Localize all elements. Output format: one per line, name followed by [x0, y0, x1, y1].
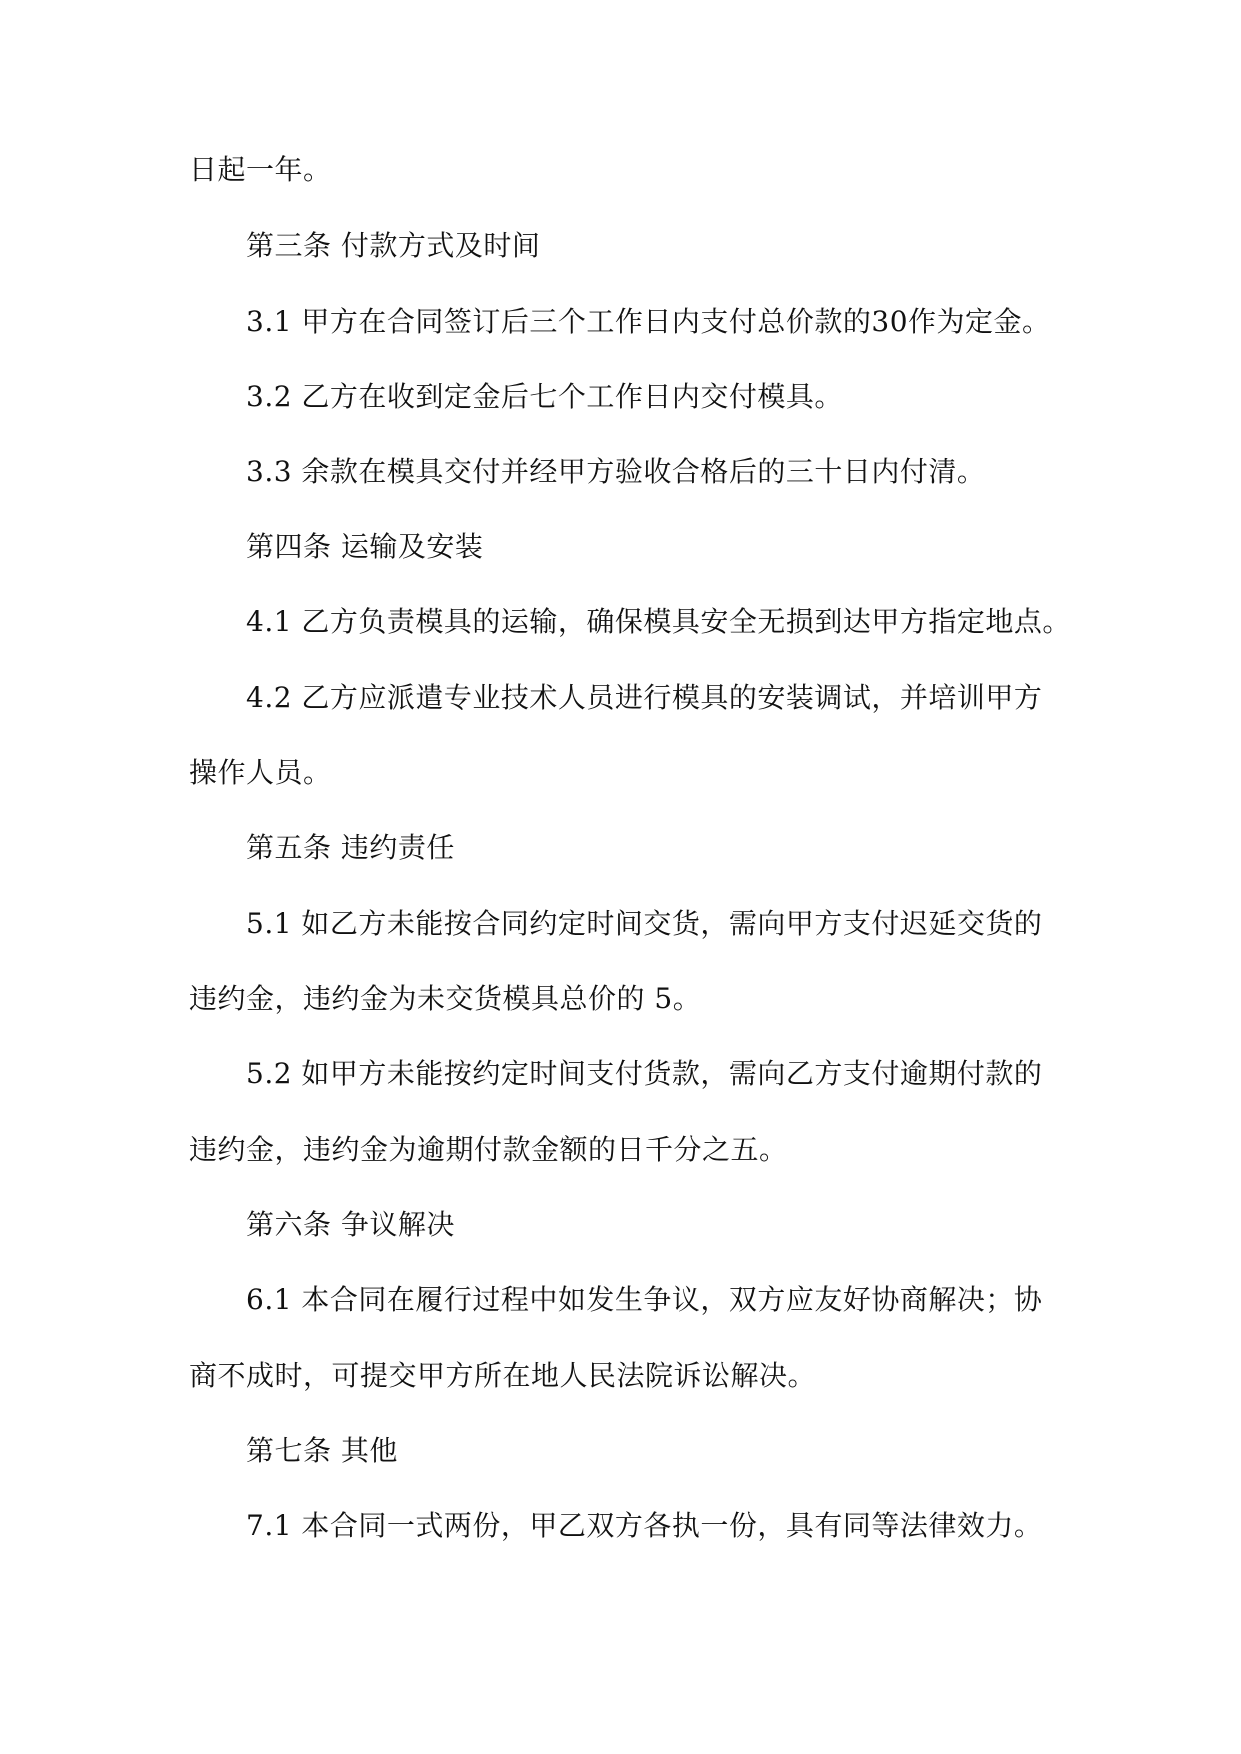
article-6-heading: 第六条 争议解决 [246, 1208, 455, 1241]
clause-5-2-continuation: 违约金，违约金为逾期付款金额的日千分之五。 [189, 1133, 788, 1166]
clause-6-1-continuation: 商不成时，可提交甲方所在地人民法院诉讼解决。 [189, 1359, 817, 1392]
clause-5-1: 5.1 如乙方未能按合同约定时间交货，需向甲方支付迟延交货的 [246, 907, 1043, 940]
article-5-heading: 第五条 违约责任 [246, 831, 455, 864]
clause-4-1: 4.1 乙方负责模具的运输，确保模具安全无损到达甲方指定地点。 [246, 605, 1071, 638]
clause-4-2: 4.2 乙方应派遣专业技术人员进行模具的安装调试，并培训甲方 [246, 681, 1043, 714]
article-3-heading: 第三条 付款方式及时间 [246, 229, 541, 262]
clause-5-1-continuation: 违约金，违约金为未交货模具总价的 5。 [189, 982, 702, 1015]
article-7-heading: 第七条 其他 [246, 1434, 398, 1467]
clause-3-2: 3.2 乙方在收到定金后七个工作日内交付模具。 [246, 380, 843, 413]
clause-3-1: 3.1 甲方在合同签订后三个工作日内支付总价款的30作为定金。 [246, 305, 1051, 338]
clause-3-3: 3.3 余款在模具交付并经甲方验收合格后的三十日内付清。 [246, 455, 986, 488]
clause-7-1: 7.1 本合同一式两份，甲乙双方各执一份，具有同等法律效力。 [246, 1509, 1043, 1542]
article-4-heading: 第四条 运输及安装 [246, 530, 484, 563]
clause-4-2-continuation: 操作人员。 [189, 756, 332, 789]
clause-5-2: 5.2 如甲方未能按约定时间支付货款，需向乙方支付逾期付款的 [246, 1057, 1043, 1090]
paragraph-continuation-line: 日起一年。 [189, 153, 332, 186]
clause-6-1: 6.1 本合同在履行过程中如发生争议，双方应友好协商解决；协 [246, 1283, 1043, 1316]
